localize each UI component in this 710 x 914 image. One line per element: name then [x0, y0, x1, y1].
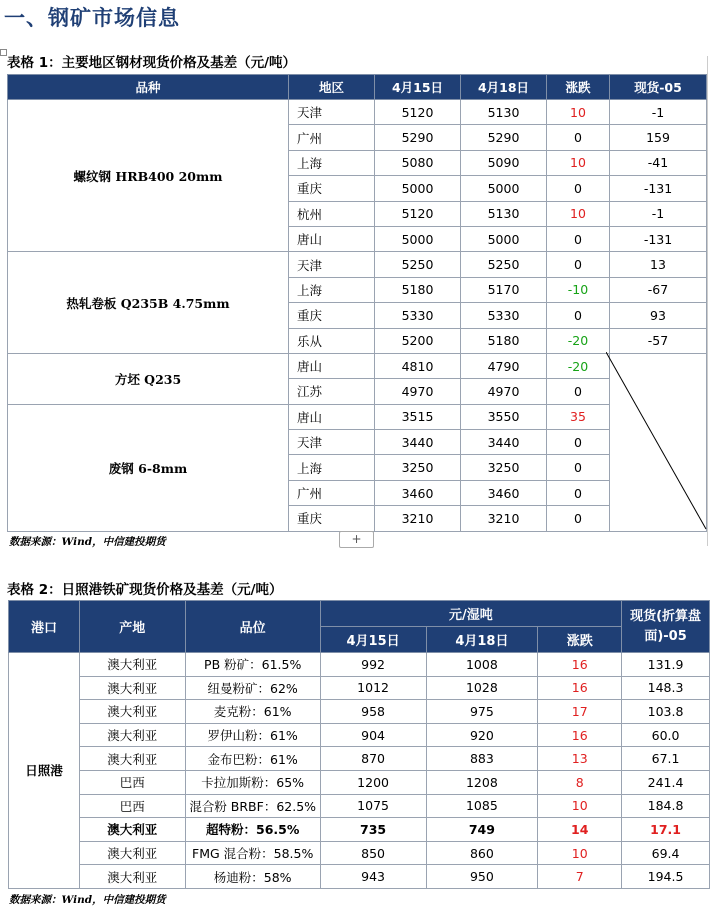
region-cell: 天津 [289, 430, 375, 455]
basis-cell: 148.3 [622, 676, 710, 700]
grade-cell: 杨迪粉：58% [185, 865, 320, 889]
change-cell: 0 [547, 455, 610, 480]
price-apr18-cell: 950 [426, 865, 538, 889]
region-cell: 杭州 [289, 201, 375, 226]
change-cell: 0 [547, 125, 610, 150]
variety-cell: 废钢 6-8mm [8, 404, 289, 531]
header-apr18: 4月18日 [461, 75, 547, 100]
table-row [9, 676, 710, 700]
change-cell: 0 [547, 226, 610, 251]
price-apr15-cell: 735 [320, 818, 426, 842]
origin-cell: 巴西 [79, 770, 185, 794]
price-apr15-cell: 5290 [375, 125, 461, 150]
table-row [9, 770, 710, 794]
grade-cell: 麦克粉：61% [185, 700, 320, 724]
price-apr18-cell: 1008 [426, 653, 538, 677]
price-apr15-cell: 870 [320, 747, 426, 771]
change-cell: 10 [538, 841, 622, 865]
table-row [9, 818, 710, 842]
price-apr15-cell: 3515 [375, 404, 461, 429]
table-row [8, 353, 707, 378]
price-apr18-cell: 975 [426, 700, 538, 724]
origin-cell: 巴西 [79, 794, 185, 818]
price-apr18-cell: 5130 [461, 100, 547, 125]
price-apr18-cell: 1085 [426, 794, 538, 818]
price-apr18-cell: 5290 [461, 125, 547, 150]
change-cell: 16 [538, 723, 622, 747]
price-apr18-cell: 920 [426, 723, 538, 747]
grade-cell: 金布巴粉：61% [185, 747, 320, 771]
change-cell: 17 [538, 700, 622, 724]
add-row-button[interactable]: + [339, 531, 374, 548]
price-apr15-cell: 958 [320, 700, 426, 724]
basis-cell: 13 [610, 252, 707, 277]
variety-cell: 热轧卷板 Q235B 4.75mm [8, 252, 289, 354]
origin-cell: 澳大利亚 [79, 865, 185, 889]
origin-cell: 澳大利亚 [79, 841, 185, 865]
change-cell: 0 [547, 252, 610, 277]
port-cell: 日照港 [9, 653, 80, 889]
section-heading: 一、钢矿市场信息 [4, 6, 180, 30]
price-apr15-cell: 992 [320, 653, 426, 677]
table-row [8, 252, 707, 277]
change-cell: 10 [547, 150, 610, 175]
header-origin: 产地 [79, 601, 185, 653]
price-apr18-cell: 3460 [461, 480, 547, 505]
price-apr18-cell: 1208 [426, 770, 538, 794]
price-apr18-cell: 5000 [461, 226, 547, 251]
change-cell: 0 [547, 506, 610, 531]
region-cell: 乐从 [289, 328, 375, 353]
region-cell: 唐山 [289, 226, 375, 251]
empty-basis-diagonal [606, 352, 708, 530]
price-apr18-cell: 3210 [461, 506, 547, 531]
change-cell: 0 [547, 176, 610, 201]
table1-header-row [8, 75, 707, 100]
price-apr15-cell: 1075 [320, 794, 426, 818]
price-apr18-cell: 5090 [461, 150, 547, 175]
basis-cell: 131.9 [622, 653, 710, 677]
price-apr15-cell: 904 [320, 723, 426, 747]
basis-cell: 184.8 [622, 794, 710, 818]
header-variety: 品种 [8, 75, 289, 100]
region-cell: 重庆 [289, 303, 375, 328]
price-apr15-cell: 5120 [375, 201, 461, 226]
price-apr18-cell: 860 [426, 841, 538, 865]
region-cell: 广州 [289, 125, 375, 150]
region-cell: 上海 [289, 455, 375, 480]
table1-caption: 表格 1：主要地区钢材现货价格及基差（元/吨） [7, 55, 297, 71]
price-apr18-cell: 5250 [461, 252, 547, 277]
table2-source-note: 数据来源：Wind，中信建投期货 [9, 894, 166, 906]
region-cell: 唐山 [289, 404, 375, 429]
table-row [9, 747, 710, 771]
steel-price-table [7, 74, 707, 532]
price-apr18-cell: 5130 [461, 201, 547, 226]
price-apr18-cell: 3440 [461, 430, 547, 455]
price-apr15-cell: 5000 [375, 176, 461, 201]
price-apr18-cell: 5000 [461, 176, 547, 201]
table-row [8, 404, 707, 429]
change-cell: 0 [547, 303, 610, 328]
price-apr18-cell: 3550 [461, 404, 547, 429]
basis-cell: 194.5 [622, 865, 710, 889]
basis-cell: -1 [610, 100, 707, 125]
region-cell: 重庆 [289, 506, 375, 531]
table-anchor-marker[interactable] [0, 49, 7, 56]
header-port: 港口 [9, 601, 80, 653]
page-edge-line [707, 56, 708, 546]
header-apr18: 4月18日 [426, 627, 538, 653]
header-grade: 品位 [185, 601, 320, 653]
change-cell: 10 [547, 100, 610, 125]
grade-cell: FMG 混合粉：58.5% [185, 841, 320, 865]
basis-cell: 17.1 [622, 818, 710, 842]
change-cell: 8 [538, 770, 622, 794]
region-cell: 天津 [289, 252, 375, 277]
iron-ore-price-table [8, 600, 710, 889]
table-row [8, 100, 707, 125]
price-apr18-cell: 749 [426, 818, 538, 842]
region-cell: 广州 [289, 480, 375, 505]
grade-cell: PB 粉矿：61.5% [185, 653, 320, 677]
basis-cell: 159 [610, 125, 707, 150]
region-cell: 上海 [289, 150, 375, 175]
basis-cell: 67.1 [622, 747, 710, 771]
basis-cell: 241.4 [622, 770, 710, 794]
change-cell: 0 [547, 480, 610, 505]
change-cell: -10 [547, 277, 610, 302]
price-apr15-cell: 1012 [320, 676, 426, 700]
basis-cell: -131 [610, 176, 707, 201]
price-apr15-cell: 850 [320, 841, 426, 865]
header-basis: 现货(折算盘面)-05 [622, 601, 710, 653]
table-row [9, 794, 710, 818]
price-apr15-cell: 3250 [375, 455, 461, 480]
price-apr18-cell: 5180 [461, 328, 547, 353]
price-apr15-cell: 1200 [320, 770, 426, 794]
basis-cell: 103.8 [622, 700, 710, 724]
basis-cell: -1 [610, 201, 707, 226]
price-apr15-cell: 5000 [375, 226, 461, 251]
grade-cell: 超特粉：56.5% [185, 818, 320, 842]
price-apr15-cell: 3210 [375, 506, 461, 531]
header-region: 地区 [289, 75, 375, 100]
price-apr18-cell: 4970 [461, 379, 547, 404]
price-apr15-cell: 4970 [375, 379, 461, 404]
origin-cell: 澳大利亚 [79, 700, 185, 724]
change-cell: 10 [538, 794, 622, 818]
region-cell: 天津 [289, 100, 375, 125]
origin-cell: 澳大利亚 [79, 676, 185, 700]
price-apr18-cell: 1028 [426, 676, 538, 700]
region-cell: 上海 [289, 277, 375, 302]
change-cell: 16 [538, 676, 622, 700]
variety-cell: 方坯 Q235 [8, 353, 289, 404]
table-row [9, 723, 710, 747]
region-cell: 唐山 [289, 353, 375, 378]
table-row [9, 700, 710, 724]
basis-cell: 93 [610, 303, 707, 328]
price-apr18-cell: 3250 [461, 455, 547, 480]
price-apr15-cell: 3460 [375, 480, 461, 505]
price-apr15-cell: 3440 [375, 430, 461, 455]
variety-cell: 螺纹钢 HRB400 20mm [8, 100, 289, 252]
header-apr15: 4月15日 [375, 75, 461, 100]
change-cell: 14 [538, 818, 622, 842]
price-apr15-cell: 943 [320, 865, 426, 889]
basis-cell: -67 [610, 277, 707, 302]
price-apr15-cell: 5200 [375, 328, 461, 353]
basis-cell: 69.4 [622, 841, 710, 865]
change-cell: -20 [547, 353, 610, 378]
origin-cell: 澳大利亚 [79, 818, 185, 842]
change-cell: 7 [538, 865, 622, 889]
header-change: 涨跌 [547, 75, 610, 100]
grade-cell: 混合粉 BRBF：62.5% [185, 794, 320, 818]
change-cell: 16 [538, 653, 622, 677]
change-cell: 0 [547, 379, 610, 404]
price-apr15-cell: 5120 [375, 100, 461, 125]
grade-cell: 罗伊山粉：61% [185, 723, 320, 747]
table2-header-row-1 [9, 601, 710, 627]
table2-caption: 表格 2：日照港铁矿现货价格及基差（元/吨） [7, 582, 283, 598]
header-apr15: 4月15日 [320, 627, 426, 653]
table-row [9, 865, 710, 889]
basis-cell: -41 [610, 150, 707, 175]
origin-cell: 澳大利亚 [79, 723, 185, 747]
price-apr15-cell: 5180 [375, 277, 461, 302]
grade-cell: 卡拉加斯粉：65% [185, 770, 320, 794]
price-apr18-cell: 4790 [461, 353, 547, 378]
price-apr15-cell: 5330 [375, 303, 461, 328]
change-cell: 13 [538, 747, 622, 771]
origin-cell: 澳大利亚 [79, 747, 185, 771]
grade-cell: 纽曼粉矿：62% [185, 676, 320, 700]
basis-cell: 60.0 [622, 723, 710, 747]
change-cell: -20 [547, 328, 610, 353]
change-cell: 35 [547, 404, 610, 429]
region-cell: 重庆 [289, 176, 375, 201]
basis-cell: -57 [610, 328, 707, 353]
price-apr15-cell: 4810 [375, 353, 461, 378]
change-cell: 0 [547, 430, 610, 455]
price-apr15-cell: 5250 [375, 252, 461, 277]
header-unit: 元/湿吨 [320, 601, 621, 627]
price-apr18-cell: 5170 [461, 277, 547, 302]
basis-cell: -131 [610, 226, 707, 251]
price-apr18-cell: 5330 [461, 303, 547, 328]
table1-source-note: 数据来源：Wind，中信建投期货 [9, 536, 166, 548]
table-row [9, 841, 710, 865]
price-apr18-cell: 883 [426, 747, 538, 771]
price-apr15-cell: 5080 [375, 150, 461, 175]
header-change: 涨跌 [538, 627, 622, 653]
table-row [9, 653, 710, 677]
region-cell: 江苏 [289, 379, 375, 404]
change-cell: 10 [547, 201, 610, 226]
origin-cell: 澳大利亚 [79, 653, 185, 677]
header-basis: 现货-05 [610, 75, 707, 100]
